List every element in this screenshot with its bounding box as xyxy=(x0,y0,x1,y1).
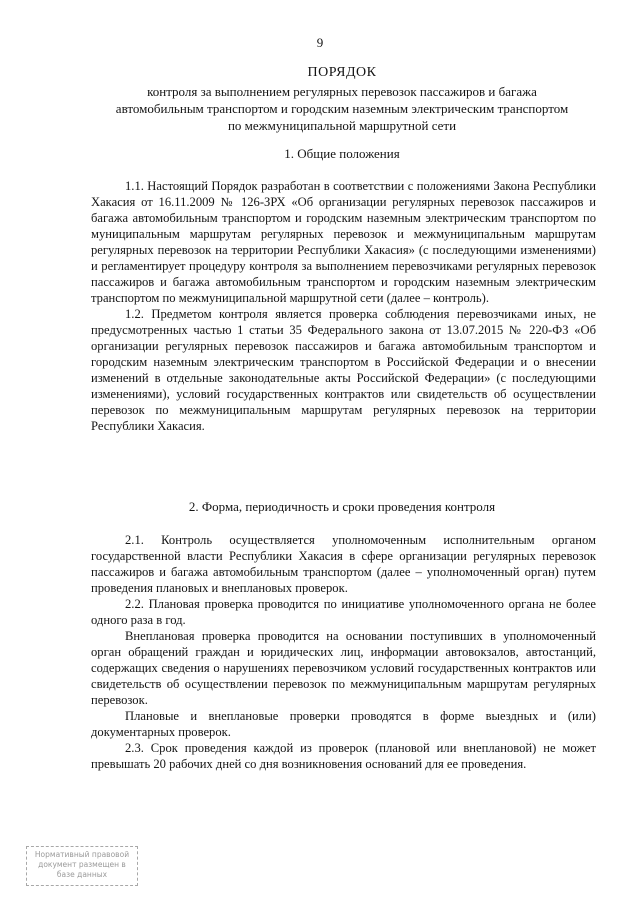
section-heading-general: 1. Общие положения xyxy=(284,146,400,161)
paragraph-forms: Плановые и внеплановые проверки проводятся в форме выездных и (или) документарных проверок. xyxy=(91,709,596,739)
paragraph-2-2: 2.2. Плановая проверка проводится по инициативе уполномоченного органа не более одного раза в год. xyxy=(91,597,596,627)
title-line: контроля за выполнением регулярных перевозок пассажиров и багажа xyxy=(147,84,537,99)
paragraph-2-1: 2.1. Контроль осуществляется уполномоченным исполнительным органом государственной власти Республики Хакасия в сфере организации регулярных перевозок пассажиров и багажа автомобильным транспортом (далее – уполномоченный орган) путем проведения плановых и внеплановых проверок. xyxy=(91,533,596,595)
title-line: по межмуниципальной маршрутной сети xyxy=(227,118,457,133)
paragraph-unscheduled: Внеплановая проверка проводится на основании поступивших в уполномоченный орган обращений граждан и юридических лиц, информации автовокзалов, автостанций, содержащих сведения о нарушениях перевозчиком условий государственных контрактов или свидетельств об осуществлении перевозок по межмуниципальным маршрутам регулярных перевозок. xyxy=(91,629,596,707)
paragraph-1-2: 1.2. Предметом контроля является проверка соблюдения перевозчиками иных, не предусмотренных частью 1 статьи 35 Федерального закона от 13.07.2015 № 220-ФЗ «Об организации регулярных перевозок пассажиров и багажа автомобильным транспортом и городским наземным электрическим транспортом в Российской Федерации и о внесении изменений в отдельные законодательные акты Российской Федерации» (с последующими изменениями), условий государственных контрактов или свидетельств об осуществлении перевозок по межмуниципальным маршрутам регулярных перевозок на территории Республики Хакасия. xyxy=(91,307,596,433)
title-line: автомобильным транспортом и городским наземным электрическим транспортом xyxy=(115,101,569,116)
registry-stamp xyxy=(26,846,138,886)
stamp-line: базе данных xyxy=(56,870,108,879)
title-main: ПОРЯДОК xyxy=(307,65,377,80)
stamp-line: документ размещен в xyxy=(38,860,126,869)
section-body-general xyxy=(91,178,596,434)
section-body-form xyxy=(91,532,596,772)
stamp-line: Нормативный правовой xyxy=(34,850,130,859)
page-number: 9 xyxy=(316,35,324,50)
paragraph-2-3: 2.3. Срок проведения каждой из проверок (плановой или внеплановой) не может превышать 20 рабочих дней со дня возникновения оснований для ее проведения. xyxy=(91,741,596,771)
paragraph-1-1: 1.1. Настоящий Порядок разработан в соответствии с положениями Закона Республики Хакасия от 16.11.2009 № 126-ЗРХ «Об организации регулярных перевозок пассажиров и багажа автомобильным транспортом и городским наземным электрическим транспортом по муниципальным маршрутам регулярных перевозок и межмуниципальным маршрутам регулярных перевозок на территории Республики Хакасия» (с последующими изменениями) и регламентирует процедуру контроля за выполнением перевозчиками регулярных перевозок пассажиров и багажа автомобильным транспортом и городским наземным электрическим транспортом по межмуниципальной маршрутной сети (далее – контроль). xyxy=(91,179,596,305)
section-heading-form: 2. Форма, периодичность и сроки проведения контроля xyxy=(188,499,496,514)
document-title xyxy=(80,64,604,134)
